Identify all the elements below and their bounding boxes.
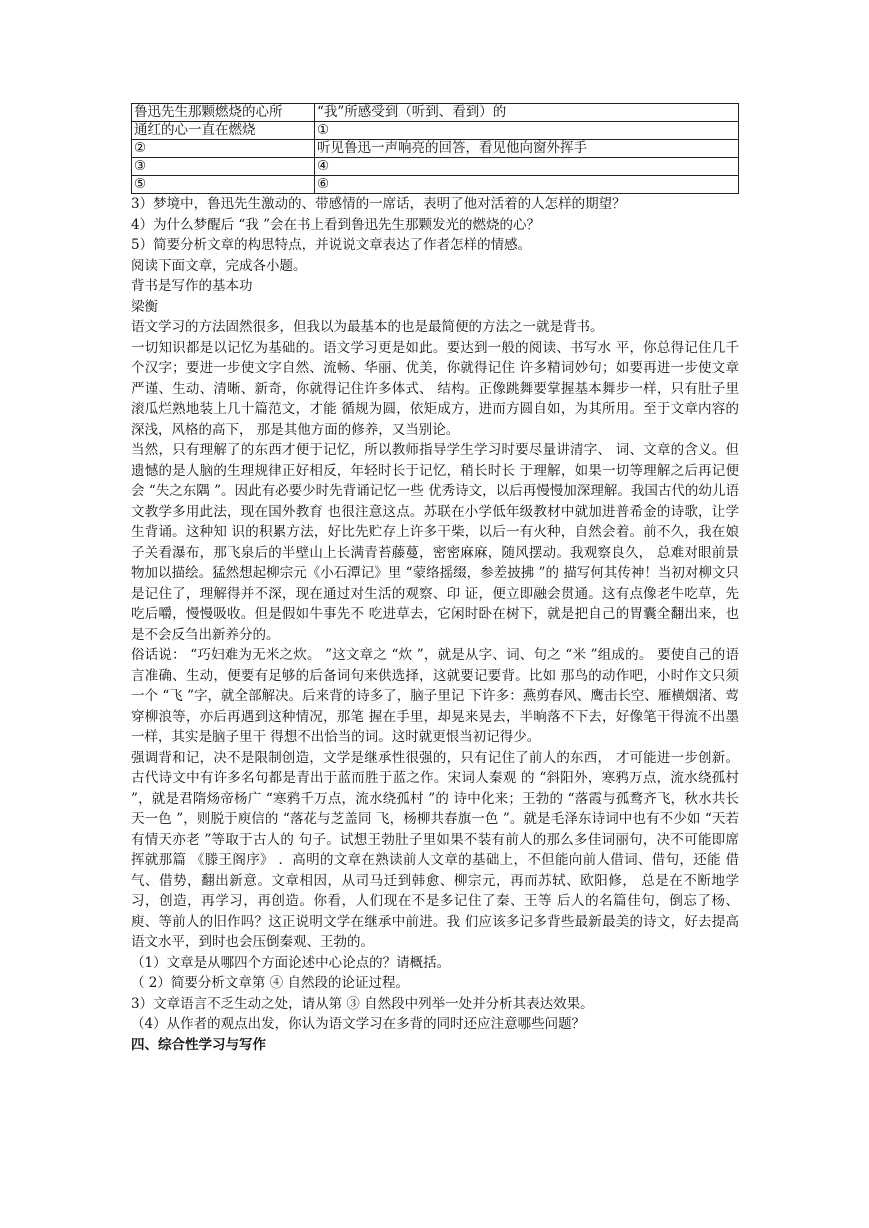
- article-paragraph-4: 俗话说： “巧妇难为无米之炊。 ”这文章之 “炊 ”，就是从字、词、句之 “米 ”组成的。 要使自己的语言准确、生动，便要有足够的后备词句来供选择，这就要记要背。比如 那鸟的动作吧，小时作文只须一个 “飞 ”字，就全部解决。后来背的诗多了，脑子里记 下许多：燕剪春风、鹰击长空、雁横烟渚、莺穿柳浪等，亦后再遇到这种情况，那笔 握在手里，却晃来晃去，半晌落不下去，好像笔干得流不出墨一样，其实是脑子里干 得想不出恰当的词。这时就更恨当初记得少。: [131, 647, 739, 745]
- sub-question-2: （ 2）简要分析文章第 ④ 自然段的论证过程。: [131, 975, 409, 991]
- answer-table: [131, 103, 739, 194]
- reading-instruction: 阅读下面文章，完成各小题。: [131, 257, 307, 274]
- article-paragraph-3: 当然，只有理解了的东西才便于记忆，所以教师指导学生学习时要尽量讲清字、 词、文章的含义。但遗憾的是人脑的生理规律正好相反，年轻时长于记忆，稍长时长 于理解，如果一切等理解之后再记便会 “失之东隅 ”。因此有必要少时先背诵记忆一些 优秀诗文，以后再慢慢加深理解。我国古代的幼儿语文教学多用此法，现在国外教育 也很注意这点。苏联在小学低年级教材中就加进普希金的诗歌，让学生背诵。这种知 识的积累方法，好比先贮存上许多干柴，以后一有火种，自然会着。前不久，我在娘 子关看瀑布，那飞泉后的半壁山上长满青苔藤蔓，密密麻麻，随风摆动。我观察良久， 总难对眼前景物加以描绘。猛然想起柳宗元《小石潭记》里 “蒙络摇缀，参差披拂 ”的 描写何其传神！当初对柳文只是记住了，理解得并不深，现在通过对生活的观察、印 证，便立即融会贯通。这有点像老牛吃草，先吃后嚼，慢慢吸收。但是假如牛事先不 吃进草去，它闲时卧在树下，就是把自己的胃囊全翻出来，也是不会反刍出新养分的。: [131, 442, 739, 643]
- sub-question-3: 3）文章语言不乏生动之处，请从第 ③ 自然段中列举一处并分析其表达效果。: [131, 995, 594, 1012]
- article-paragraph-5: 强调背和记，决不是限制创造，文学是继承性很强的，只有记住了前人的东西， 才可能进一步创新。古代诗文中有许多名句都是青出于蓝而胜于蓝之作。宋词人秦观 的 “斜阳外，寒鸦万点，流水绕孤村 ”，就是君隋炀帝杨广 “寒鸦千万点，流水绕孤村 ”的 诗中化来；王勃的 “落霞与孤鹜齐飞，秋水共长天一色 ”，则脱于庾信的 “落花与芝盖同 飞，杨柳共春旗一色 ”。就是毛泽东诗词中也有不少如 “天若有情天亦老 ”等取于古人的 句子。试想王勃肚子里如果不装有前人的那么多佳词丽句，决不可能即席挥就那篇 《滕王阁序》 ．高明的文章在熟读前人文章的基础上，不但能向前人借词、借句，还能 借气、借势，翻出新意。文章相因，从司马迁到韩愈、柳宗元，再而苏轼、欧阳修， 总是在不断地学习，创造，再学习，再创造。你看，人们现在不是多记住了秦、王等 后人的名篇佳句，倒忘了杨、庾、等前人的旧作吗？这正说明文学在继承中前进。我 们应该多记多背些最新最美的诗文，好去提高语文水平，到时也会压倒秦观、王勃的。: [131, 749, 739, 950]
- table-cell: “我”所感受到（听到、看到）的: [315, 104, 739, 122]
- section-heading: 四、综合性学习与写作: [131, 1036, 266, 1053]
- table-cell: ④: [315, 158, 739, 176]
- table-cell: ①: [315, 122, 739, 140]
- table-cell: ②: [132, 140, 315, 158]
- question-5: 5）简要分析文章的构思特点，并说说文章表达了作者怎样的情感。: [131, 237, 532, 253]
- sub-question-1: （1）文章是从哪四个方面论述中心论点的？请概括。: [131, 954, 451, 971]
- table-row: [132, 140, 739, 158]
- table-row: [132, 176, 739, 194]
- article-paragraph-1: 语文学习的方法固然很多，但我以为最基本的也是最简便的方法之一就是背书。: [131, 319, 604, 335]
- document-page: [131, 103, 739, 1055]
- table-cell: 通红的心一直在燃烧: [132, 122, 315, 140]
- table-cell: ⑥: [315, 176, 739, 194]
- question-4: 4）为什么梦醒后 “我 ”会在书上看到鲁迅先生那颗发光的燃烧的心？: [131, 216, 540, 233]
- table-cell: 听见鲁迅一声响亮的回答，看见他向窗外挥手: [315, 140, 739, 158]
- table-cell: 鲁迅先生那颗燃烧的心所: [132, 104, 315, 122]
- article-paragraph-2: 一切知识都是以记忆为基础的。语文学习更是如此。要达到一般的阅读、书写水 平，你总得记住几千个汉字；要进一步使文字自然、流畅、华丽、优美，你就得记住 许多精词妙句；如要再进一步使文章严谨、生动、清晰、新奇，你就得记住许多体式、 结构。正像跳舞要掌握基本舞步一样，只有肚子里滚瓜烂熟地装上几十篇范文，才能 循规为圆，依矩成方，进而方圆自如，为其所用。至于文章内容的深浅，风格的高下， 那是其他方面的修养，又当别论。: [131, 339, 739, 438]
- table-cell: ③: [132, 158, 315, 176]
- question-3: 3）梦境中，鲁迅先生激动的、带感情的一席话，表明了他对活着的人怎样的期望？: [131, 196, 626, 212]
- table-row: [132, 122, 739, 140]
- table-row: [132, 104, 739, 122]
- article-author: 梁衡: [131, 298, 158, 315]
- table-row: [132, 158, 739, 176]
- article-title: 背书是写作的基本功: [131, 278, 253, 294]
- sub-question-4: （4）从作者的观点出发，你认为语文学习在多背的同时还应注意哪些问题？: [131, 1016, 586, 1032]
- table-cell: ⑤: [132, 176, 315, 194]
